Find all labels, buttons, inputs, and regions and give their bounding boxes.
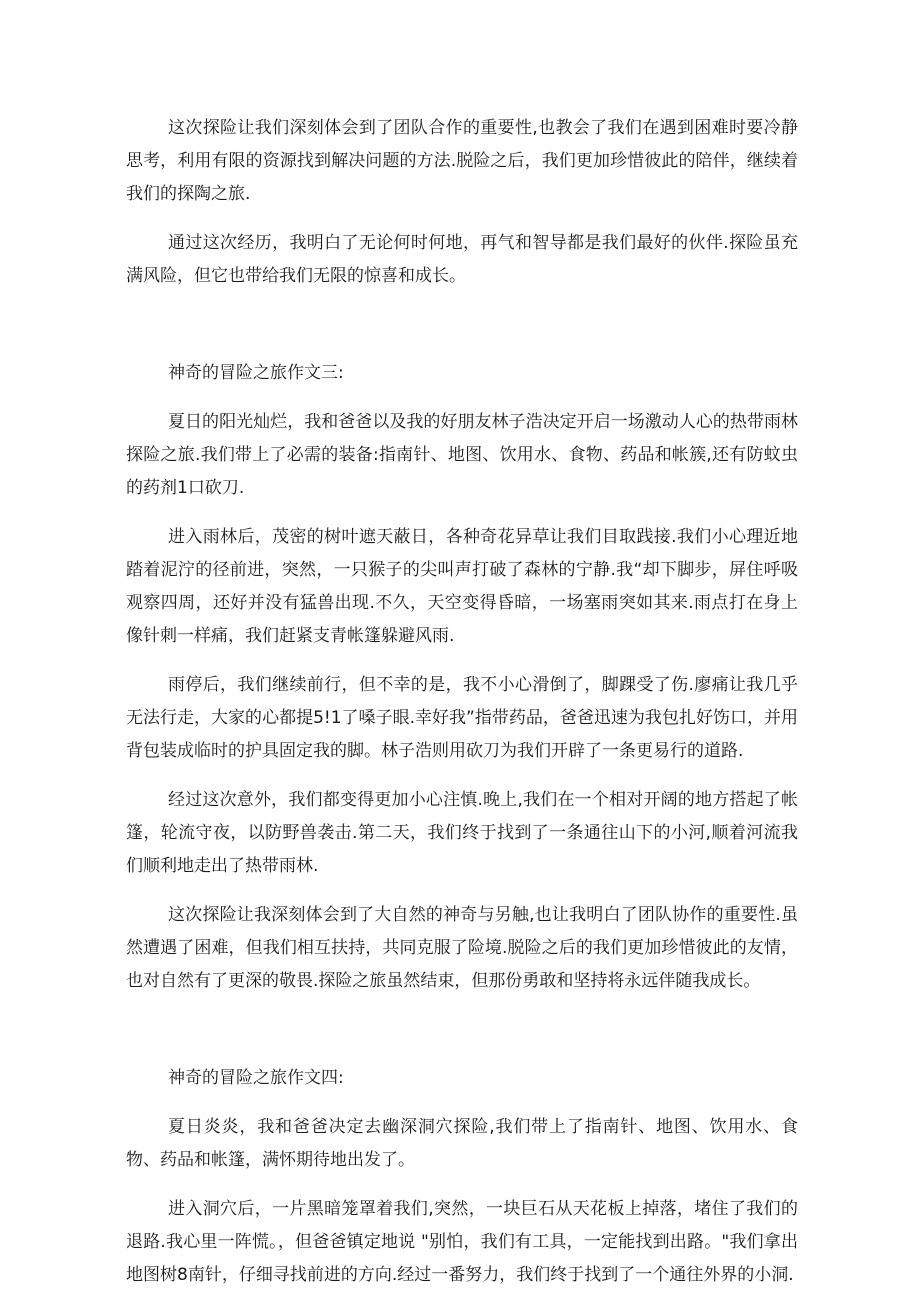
paragraph: 这次探险让我们深刻体会到了团队合作的重要性,也教会了我们在遇到困难时要冷静思考，利用有限的资源找到解决问题的方法.脱险之后，我们更加珍惜彼此的陪伴，继续着我们的探陶之旅. bbox=[126, 118, 798, 204]
paragraph: 经过这次意外，我们都变得更加小心注慎.晚上,我们在一个相对开阔的地方搭起了帐篷，轮流守夜，以防野兽袭击.第二天，我们终于找到了一条通往山下的小河,顺着河流我们顺利地走出了热带雨林. bbox=[126, 790, 798, 876]
document-body bbox=[126, 112, 798, 1308]
paragraph: 夏日炎炎，我和爸爸决定去幽深洞穴探险,我们带上了指南针、地图、饮用水、食物、药品和帐篷，满怀期待地出发了。 bbox=[126, 1117, 798, 1170]
paragraph: 进入雨林后，茂密的树叶遮天蔽日，各种奇花异草让我们目取践接.我们小心理近地踏着泥泞的径前进，突然，一只猴子的尖叫声打破了森林的宁静.我“却下脚步，屏住呼吸观察四周，还好并没有猛兽出现.不久，天空变得昏暗，一场塞雨突如其来.雨点打在身上像针刺一样痛，我们赶紧支青帐篷躲避风雨. bbox=[126, 527, 798, 646]
section-gap bbox=[126, 309, 798, 357]
section-gap bbox=[126, 1014, 798, 1062]
paragraph: 这次探险让我深刻体会到了大自然的神奇与另触,也让我明白了团队协作的重要性.虽然遭遇了困难，但我们相互扶持，共同克服了险境.脱险之后的我们更加珍惜彼此的友情，也对自然有了更深的敬畏.探险之旅虽然结束，但那份勇敢和坚持将永远伴随我成长。 bbox=[126, 905, 798, 991]
section-heading: 神奇的冒险之旅作文四: bbox=[168, 1068, 344, 1088]
paragraph: 进入洞穴后，一片黑暗笼罩着我们,突然，一块巨石从天花板上掉落，堵住了我们的退路.我心里一阵慌。，但爸爸镇定地说 "别怕，我们有工具，一定能找到出路。"我们拿出地图树8南针，仔细寻找前进的方向.经过一番努力，我们终于找到了一个通往外界的小洞. bbox=[126, 1199, 798, 1285]
paragraph: 雨停后，我们继续前行，但不幸的是，我不小心滑倒了，脚踝受了伤.廖痛让我几乎无法行走，大家的心都提5!1了嗓子眼.幸好我”指带药品，爸爸迅速为我包扎好饬口，并用背包装成临时的护具固定我的脚。林子浩则用砍刀为我们开辟了一条更易行的道路. bbox=[126, 675, 798, 761]
section-heading: 神奇的冒险之旅作文三: bbox=[168, 363, 344, 383]
paragraph: 夏日的阳光灿烂，我和爸爸以及我的好朋友林子浩决定开启一场激动人心的热带雨林探险之旅.我们带上了必需的装备:指南针、地图、饮用水、食物、药品和帐簇,还有防蚊虫的药剂1口砍刀. bbox=[126, 412, 798, 498]
paragraph: 通过这次经历，我明白了无论何时何地，再气和智导都是我们最好的伙伴.探险虽充满风险，但它也带给我们无限的惊喜和成长。 bbox=[126, 233, 798, 286]
